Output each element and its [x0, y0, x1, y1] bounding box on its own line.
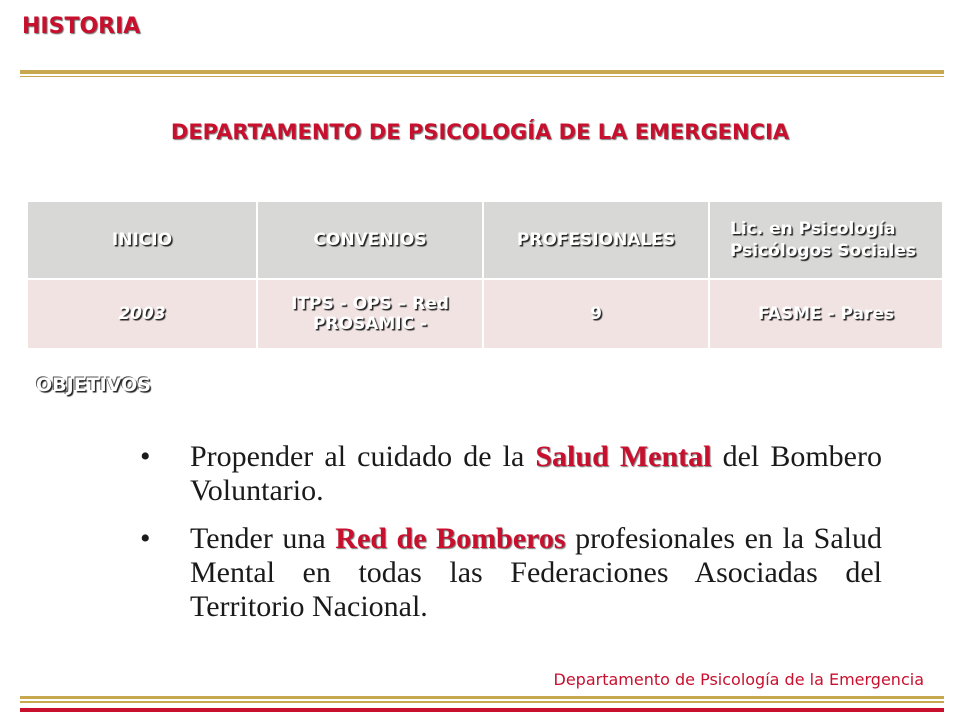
objective-text-before: Tender una — [190, 522, 336, 555]
bottom-rule-2 — [20, 701, 944, 703]
cell-year: 2003 — [27, 279, 257, 349]
bottom-rule-1 — [20, 696, 944, 699]
top-rule-thin — [20, 76, 944, 77]
cell-fasme: FASME - Pares — [709, 279, 943, 349]
cell-profesionales: 9 — [483, 279, 709, 349]
objective-highlight: Red de Bomberos — [335, 522, 566, 555]
cell-convenios: ITPS - OPS – Red PROSAMIC - — [257, 279, 483, 349]
objectives-list — [140, 440, 882, 638]
list-item — [140, 522, 882, 624]
footer-text: Departamento de Psicología de la Emergencia — [553, 670, 924, 689]
objectives-title: OBJETIVOS — [36, 374, 151, 396]
header-psicologia — [709, 201, 943, 279]
list-item — [140, 440, 882, 508]
header-psicologos-sociales: Psicólogos Sociales — [730, 241, 917, 261]
section-title: HISTORIA — [22, 14, 141, 39]
table-header-row — [27, 201, 943, 279]
header-lic-psicologia: Lic. en Psicología — [730, 219, 896, 239]
header-profesionales: PROFESIONALES — [483, 201, 709, 279]
history-table — [26, 200, 944, 350]
header-inicio: INICIO — [27, 201, 257, 279]
bullet-icon: • — [140, 522, 151, 555]
objective-text-after: del Bombero Voluntario. — [190, 440, 882, 507]
table-row — [27, 279, 943, 349]
department-title: DEPARTAMENTO DE PSICOLOGÍA DE LA EMERGENCIA — [170, 120, 790, 144]
objective-highlight: Salud Mental — [535, 440, 712, 473]
objective-text-after: profesionales en la Salud Mental en todas las Federaciones Asociadas del Territorio Nacional. — [190, 522, 882, 623]
header-convenios: CONVENIOS — [257, 201, 483, 279]
bottom-rule-red — [20, 708, 944, 712]
objective-text-before: Propender al cuidado de la — [190, 440, 536, 473]
top-rule-thick — [20, 70, 944, 74]
bullet-icon: • — [140, 440, 151, 473]
